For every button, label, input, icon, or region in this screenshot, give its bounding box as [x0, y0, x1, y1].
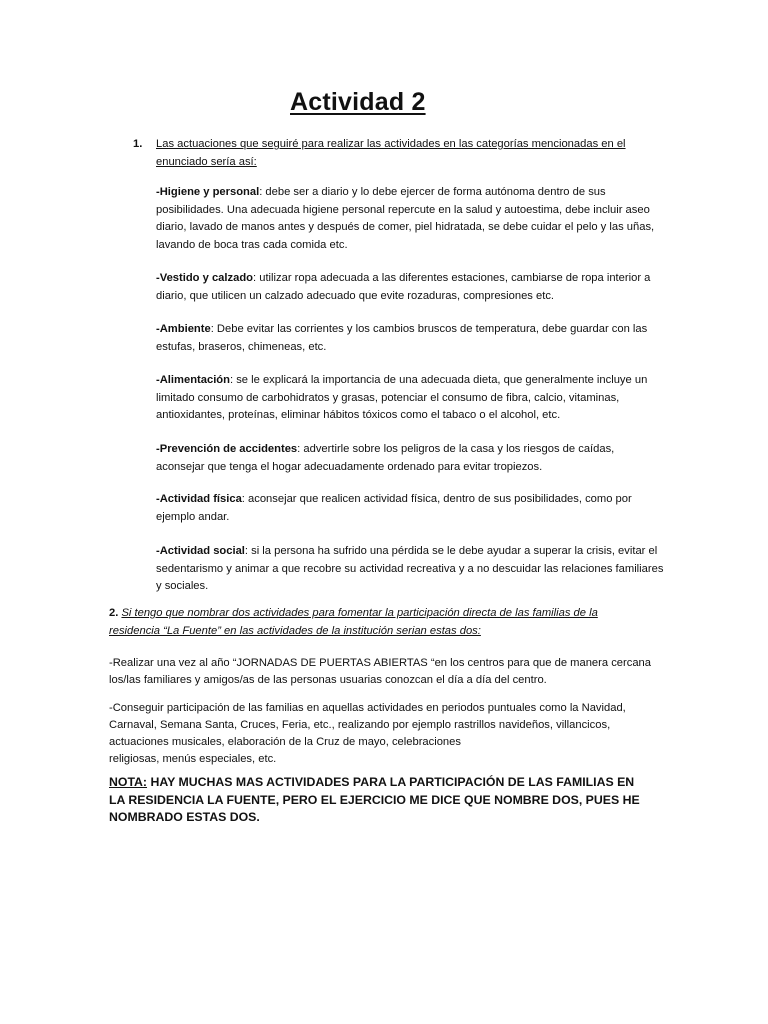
activity-paragraph-1: -Realizar una vez al año “JORNADAS DE PUERTAS ABIERTAS “en los centros para que de manera cercana los/las familiares y amigos/as de las personas usuarias conozcan el día a día del centro. — [109, 657, 652, 686]
section-2-number: 2. — [109, 607, 119, 619]
activity-paragraph-2-end: religiosas, menús especiales, etc. — [109, 753, 277, 765]
document-title: Actividad 2 — [290, 88, 426, 116]
section-1-heading-text: Las actuaciones que seguiré para realizar las actividades en las categorías mencionadas en el enunciado sería así: — [156, 138, 626, 168]
note-block — [109, 774, 649, 827]
category-label: -Alimentación — [156, 374, 230, 386]
category-actividad-social — [156, 543, 664, 596]
category-text: : si la persona ha sufrido una pérdida se le debe ayudar a superar la crisis, evitar el sedentarismo y animar a que recobre su actividad recreativa y a no descuidar las relaciones familiares y sociales. — [156, 545, 664, 592]
category-ambiente — [156, 321, 664, 356]
section-1-number: 1. — [133, 138, 143, 150]
note-text: HAY MUCHAS MAS ACTIVIDADES PARA LA PARTICIPACIÓN DE LAS FAMILIAS EN LA RESIDENCIA LA FUENTE, PERO EL EJERCICIO ME DICE QUE NOMBRE DOS, PUES HE NOMBRADO ESTAS DOS. — [109, 775, 640, 824]
category-text: : utilizar ropa adecuada a las diferentes estaciones, cambiarse de ropa interior a diario, que utilicen un calzado adecuado que evite rozaduras, compresiones etc. — [156, 272, 651, 302]
category-label: -Prevención de accidentes — [156, 443, 298, 455]
category-alimentacion — [156, 372, 664, 425]
category-higiene — [156, 184, 664, 254]
category-label: -Ambiente — [156, 323, 211, 335]
category-label: -Actividad física — [156, 493, 242, 505]
section-2-heading — [109, 605, 649, 640]
section-2-heading-text: Si tengo que nombrar dos actividades para fomentar la participación directa de las familias de la residencia “La Fuente” en las actividades de la institución serian estas dos: — [109, 607, 598, 637]
category-label: -Higiene y personal — [156, 186, 260, 198]
category-actividad-fisica — [156, 491, 664, 526]
category-text: : Debe evitar las corrientes y los cambios bruscos de temperatura, debe guardar con las estufas, braseros, chimeneas, etc. — [156, 323, 648, 353]
activity-paragraph-2 — [109, 700, 664, 768]
category-text: : debe ser a diario y lo debe ejercer de forma autónoma dentro de sus posibilidades. Una adecuada higiene personal repercute en la salud y autoestima, debe incluir aseo diario, lavado de manos antes y después de comer, piel hidratada, se debe cuidar el pelo y las uñas, lavando de boca tras cada comida etc. — [156, 186, 655, 251]
category-text: : advertirle sobre los peligros de la casa y los riesgos de caídas, aconsejar que tenga el hogar adecuadamente ordenado para evitar tropiezos. — [156, 443, 615, 473]
activity-paragraph-2-body: -Conseguir participación de las familias en aquellas actividades en periodos puntuales como la Navidad, Carnaval, Semana Santa, Cruces, Feria, etc., realizando por ejemplo rastrillos navideños, villancicos, actuaciones musicales, elaboración de la Cruz de mayo, celebraciones — [109, 702, 626, 748]
category-text: : aconsejar que realicen actividad física, dentro de sus posibilidades, como por ejemplo andar. — [156, 493, 632, 523]
note-label: NOTA: — [109, 775, 148, 789]
category-vestido — [156, 270, 664, 305]
category-text: : se le explicará la importancia de una adecuada dieta, que generalmente incluye un limitado consumo de carbohidratos y grasas, potenciar el consumo de fibra, calcio, vitaminas, antioxidantes, proteínas, eliminar hábitos tóxicos como el tabaco o el alcohol, etc. — [156, 374, 648, 421]
category-label: -Actividad social — [156, 545, 245, 557]
category-label: -Vestido y calzado — [156, 272, 253, 284]
section-1-heading — [133, 136, 673, 171]
category-prevencion — [156, 441, 664, 476]
